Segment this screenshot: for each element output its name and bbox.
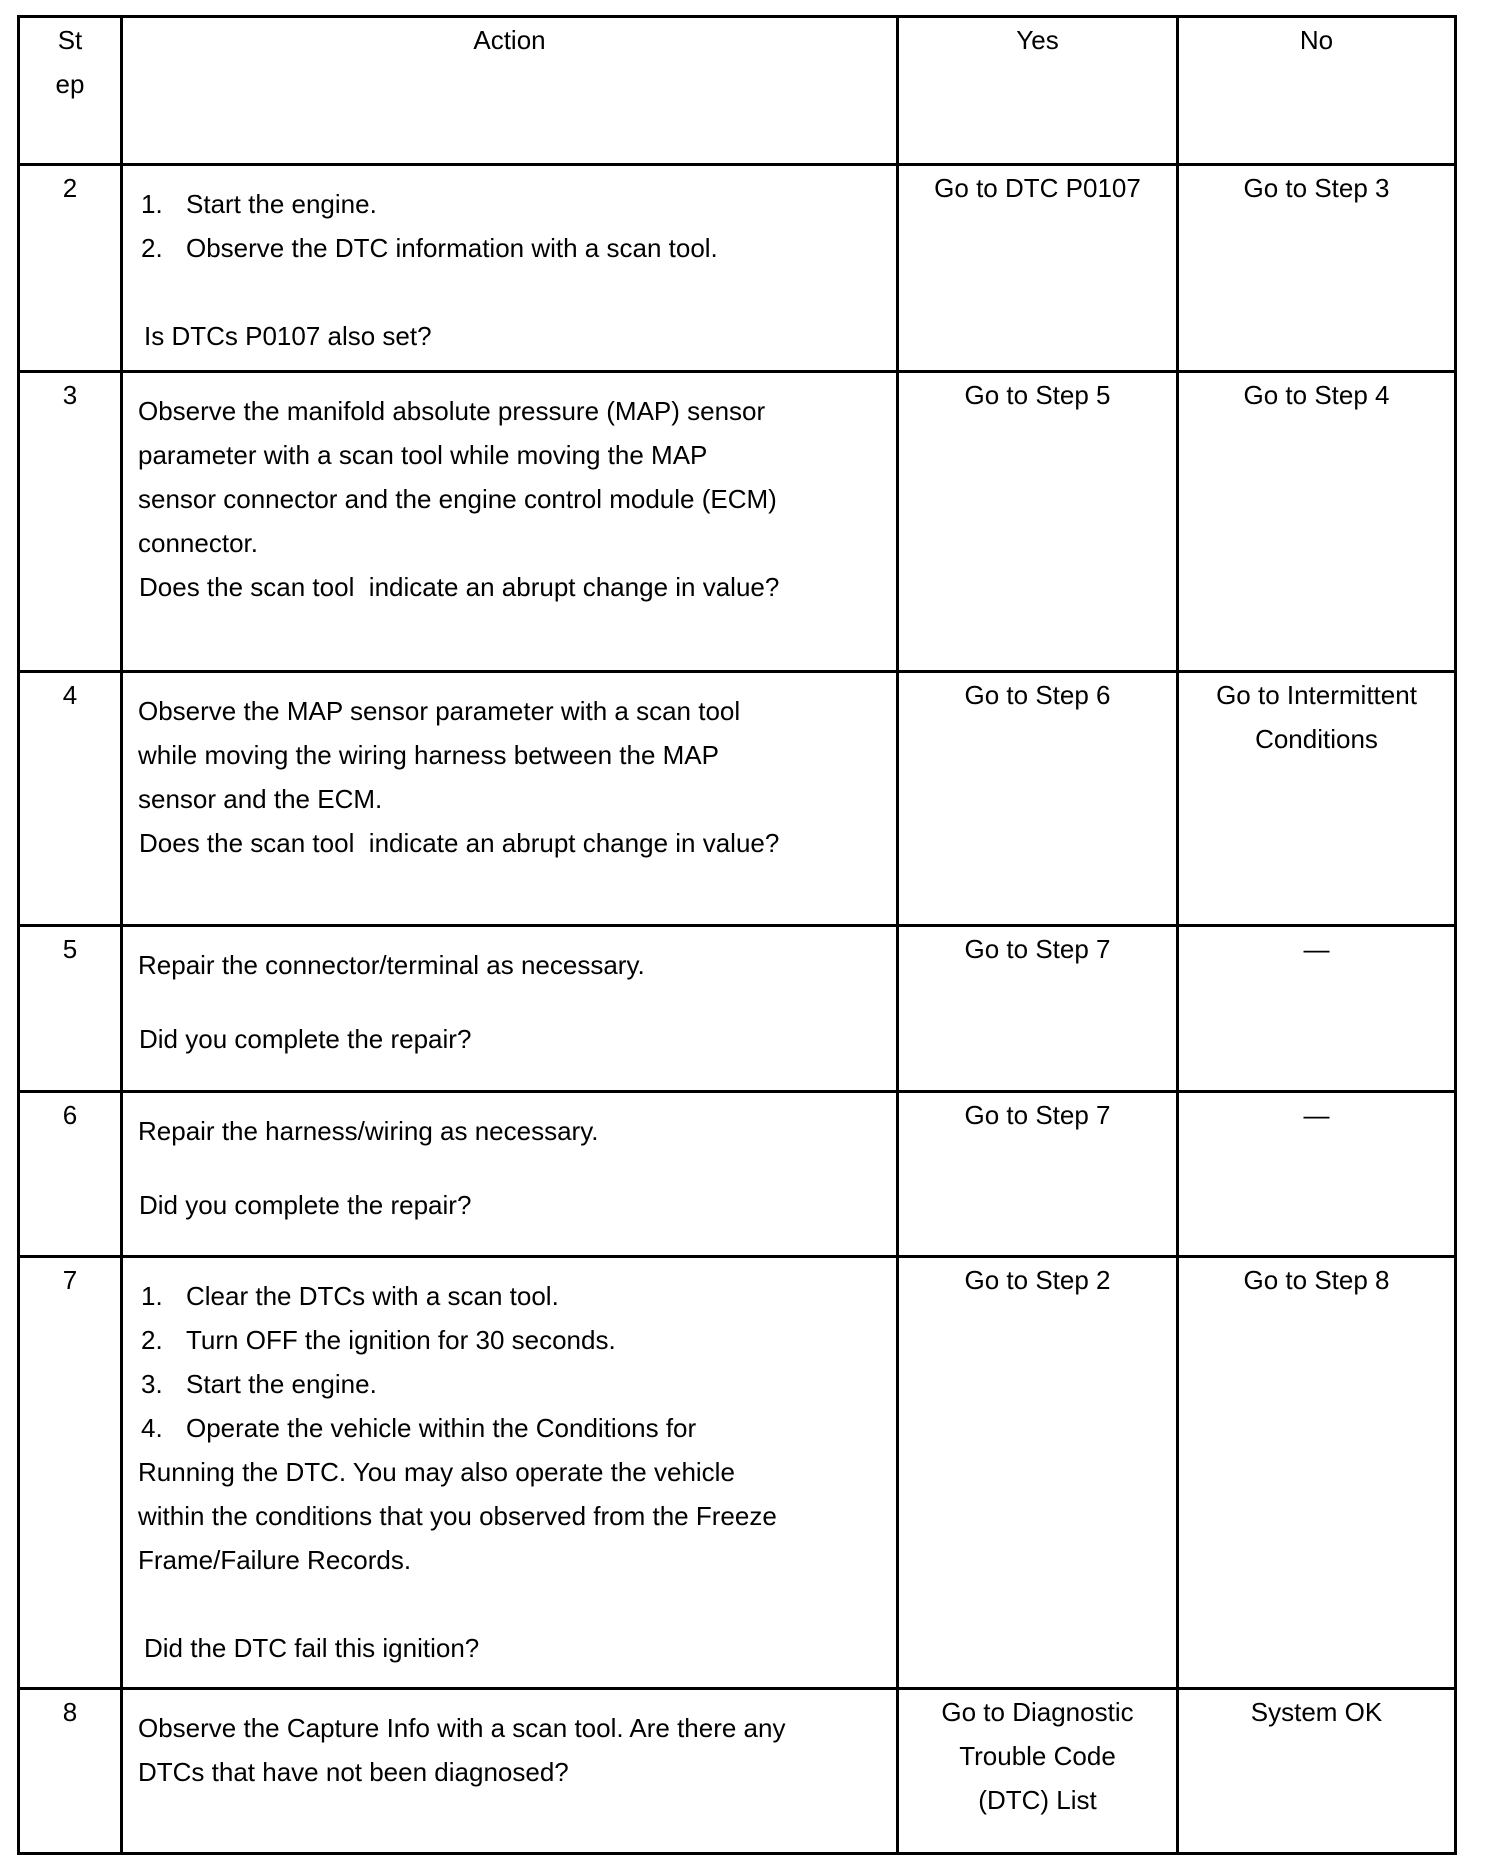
step-index: 2.: [141, 233, 163, 263]
table-row: [19, 372, 1456, 672]
action-cell: [122, 672, 898, 926]
step-number: 2: [19, 165, 122, 372]
numbered-step: [138, 1362, 882, 1406]
yes-cell: Go to Step 5: [898, 372, 1178, 672]
action-line: Observe the Capture Info with a scan tool. Are there any: [138, 1713, 786, 1743]
no-cell: Go to Step 4: [1178, 372, 1456, 672]
yes-cell: Go to Step 2: [898, 1257, 1178, 1689]
table-row: [19, 926, 1456, 1092]
step-text: Start the engine.: [186, 189, 377, 219]
step-column-header: [19, 17, 122, 165]
numbered-step: [138, 1318, 882, 1362]
action-line: sensor and the ECM.: [138, 784, 383, 814]
numbered-step: [138, 226, 882, 270]
action-line: DTCs that have not been diagnosed?: [138, 1757, 569, 1787]
yes-column-header: Yes: [898, 17, 1178, 165]
step-number: 6: [19, 1092, 122, 1257]
yes-cell: Go to Step 7: [898, 1092, 1178, 1257]
step-index: 4.: [141, 1413, 163, 1443]
action-question: Does the scan tool indicate an abrupt change in value?: [139, 828, 780, 858]
no-line: Conditions: [1255, 724, 1378, 754]
step-number: 8: [19, 1689, 122, 1854]
numbered-step: [138, 182, 882, 226]
step-index: 2.: [141, 1325, 163, 1355]
step-number: 7: [19, 1257, 122, 1689]
step-index: 1.: [141, 1281, 163, 1311]
step-number: 5: [19, 926, 122, 1092]
action-cell: [122, 165, 898, 372]
no-cell: Go to Step 8: [1178, 1257, 1456, 1689]
step-header-line-2: ep: [55, 69, 85, 99]
no-cell: —: [1178, 926, 1456, 1092]
action-question: Is DTCs P0107 also set?: [144, 321, 432, 351]
action-line: Running the DTC. You may also operate the vehicle: [138, 1457, 735, 1487]
no-line: Go to Intermittent: [1216, 680, 1417, 710]
action-column-header: Action: [122, 17, 898, 165]
step-text: Start the engine.: [186, 1369, 377, 1399]
action-cell: [122, 1092, 898, 1257]
action-question: Does the scan tool indicate an abrupt change in value?: [139, 572, 780, 602]
action-line: Observe the MAP sensor parameter with a scan tool: [138, 696, 741, 726]
yes-cell: [898, 1689, 1178, 1854]
table-row: [19, 672, 1456, 926]
action-question: Did you complete the repair?: [139, 1024, 472, 1054]
yes-cell: Go to Step 6: [898, 672, 1178, 926]
action-cell: [122, 372, 898, 672]
no-cell: —: [1178, 1092, 1456, 1257]
table-row: [19, 165, 1456, 372]
diagnostic-table: [17, 15, 1457, 1855]
action-line: Repair the harness/wiring as necessary.: [138, 1116, 599, 1146]
action-line: connector.: [138, 528, 258, 558]
step-text: Clear the DTCs with a scan tool.: [186, 1281, 559, 1311]
action-question: Did you complete the repair?: [139, 1190, 472, 1220]
action-line: within the conditions that you observed from the Freeze: [138, 1501, 777, 1531]
yes-cell: Go to DTC P0107: [898, 165, 1178, 372]
no-column-header: No: [1178, 17, 1456, 165]
table-row: [19, 1257, 1456, 1689]
action-cell: [122, 1689, 898, 1854]
header-row: [19, 17, 1456, 165]
yes-line: Trouble Code: [959, 1741, 1116, 1771]
step-number: 3: [19, 372, 122, 672]
action-line: Observe the manifold absolute pressure (MAP) sensor: [138, 396, 766, 426]
action-cell: [122, 926, 898, 1092]
action-line: sensor connector and the engine control module (ECM): [138, 484, 777, 514]
no-cell: [1178, 672, 1456, 926]
numbered-step: [138, 1274, 882, 1318]
step-text: Operate the vehicle within the Conditions for: [186, 1413, 697, 1443]
no-cell: Go to Step 3: [1178, 165, 1456, 372]
action-cell: [122, 1257, 898, 1689]
action-question: Did the DTC fail this ignition?: [144, 1633, 480, 1663]
table-row: [19, 1689, 1456, 1854]
step-header-line-1: St: [57, 25, 83, 55]
action-line: parameter with a scan tool while moving the MAP: [138, 440, 708, 470]
action-line: Repair the connector/terminal as necessary.: [138, 950, 645, 980]
yes-line: Go to Diagnostic: [941, 1697, 1134, 1727]
step-text: Observe the DTC information with a scan tool.: [186, 233, 718, 263]
yes-cell: Go to Step 7: [898, 926, 1178, 1092]
step-index: 3.: [141, 1369, 163, 1399]
no-cell: System OK: [1178, 1689, 1456, 1854]
step-number: 4: [19, 672, 122, 926]
numbered-step: [138, 1406, 882, 1450]
step-text: Turn OFF the ignition for 30 seconds.: [186, 1325, 616, 1355]
yes-line: (DTC) List: [978, 1785, 1097, 1815]
step-index: 1.: [141, 189, 163, 219]
action-line: while moving the wiring harness between the MAP: [138, 740, 719, 770]
table-row: [19, 1092, 1456, 1257]
action-line: Frame/Failure Records.: [138, 1545, 412, 1575]
